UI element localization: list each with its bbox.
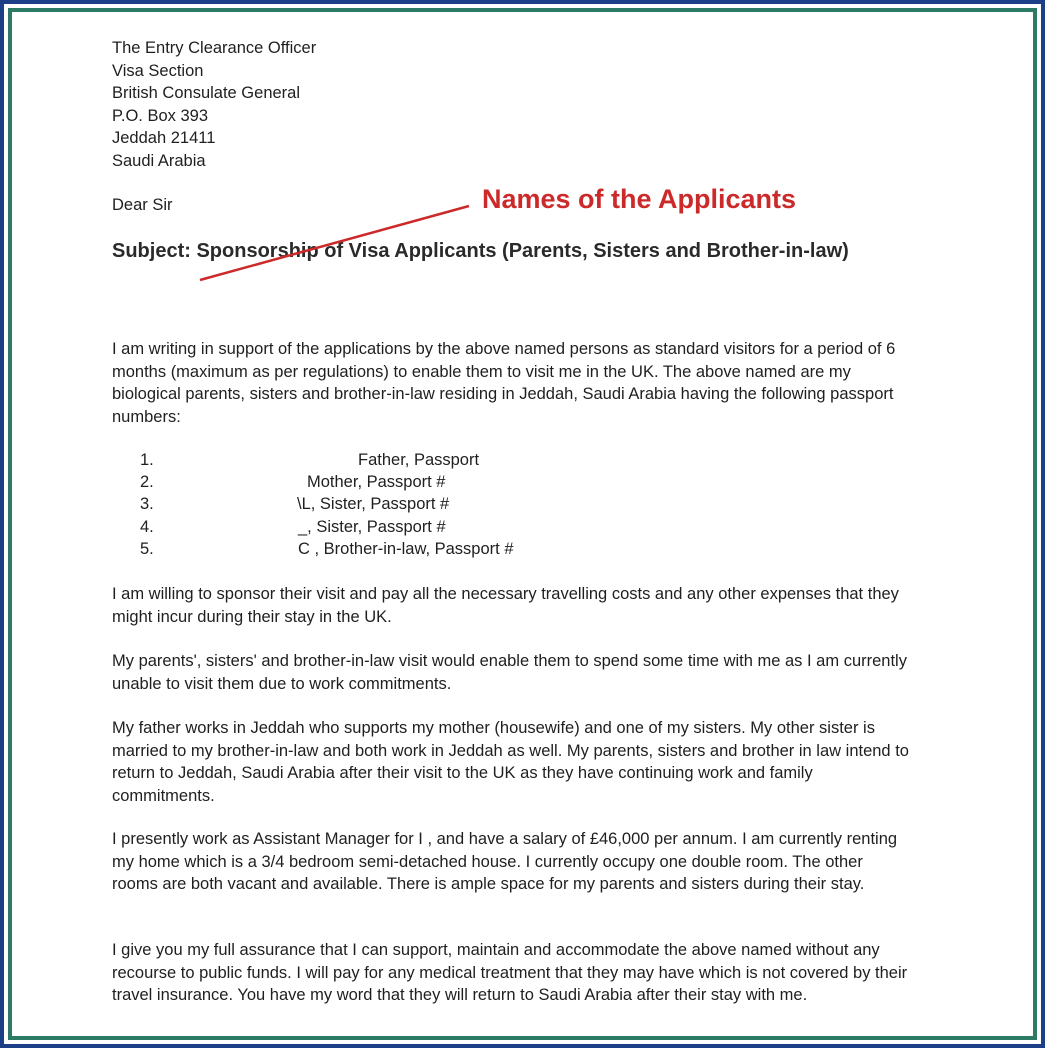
- address-line: Visa Section: [112, 61, 204, 80]
- list-number: 2.: [140, 473, 154, 492]
- paragraph-employment: I presently work as Assistant Manager for I , and have a salary of £46,000 per annum. I am currently renting my home which is a 3/4 bedroom semi-detached house. I currently occupy one double room. The other rooms are both vacant and available. There is ample space for my parents and sisters during their stay.: [112, 830, 898, 893]
- paragraph-reason: My parents', sisters' and brother-in-law visit would enable them to spend some time with me as I am currently unable to visit them due to work commitments.: [112, 652, 907, 693]
- subject-line: Subject: Sponsorship of Visa Applicants (Parents, Sisters and Brother-in-law): [112, 240, 849, 262]
- paragraph-intro: I am writing in support of the applications by the above named persons as standard visitors for a period of 6 months (maximum as per regulations) to enable them to visit me in the UK. The above named are my biological parents, sisters and brother-in-law residing in Jeddah, Saudi Arabia having the following passport numbers:: [112, 340, 896, 426]
- paragraph-ties: My father works in Jeddah who supports my mother (housewife) and one of my sisters. My other sister is married to my brother-in-law and both work in Jeddah as well. My parents, sisters and brother in law intend to return to Jeddah, Saudi Arabia after their visit to the UK as they have continuing work and family commitments.: [112, 719, 909, 805]
- list-text: _, Sister, Passport #: [298, 517, 446, 536]
- list-number: 5.: [140, 539, 154, 558]
- address-line: British Consulate General: [112, 84, 301, 102]
- list-item: [140, 449, 514, 471]
- annotation-label: Names of the Applicants: [482, 184, 797, 214]
- annotation-arrow-line: [12, 12, 1033, 332]
- address-line: P.O. Box 393: [112, 106, 209, 125]
- list-text: Mother, Passport #: [307, 473, 446, 492]
- list-number: 3.: [140, 495, 154, 514]
- list-item: [140, 516, 514, 538]
- passport-list: [140, 449, 514, 560]
- list-text: Father, Passport: [358, 451, 480, 469]
- list-item: [140, 471, 514, 493]
- paragraph-assurance: I give you my full assurance that I can support, maintain and accommodate the above named without any recourse to public funds. I will pay for any medical treatment that they may have which is not covered by their travel insurance. You have my word that they will return to Saudi Arabia after their stay with me.: [112, 941, 908, 1004]
- list-item: [140, 493, 514, 515]
- list-text: \L, Sister, Passport #: [297, 495, 450, 514]
- paragraph-sponsor: I am willing to sponsor their visit and pay all the necessary travelling costs and any other expenses that they might incur during their stay in the UK.: [112, 585, 899, 626]
- list-number: 4.: [140, 517, 154, 536]
- letter-page: [12, 12, 1033, 1036]
- list-text: C , Brother-in-law, Passport #: [298, 539, 514, 558]
- address-line: Saudi Arabia: [112, 151, 206, 170]
- list-item: [140, 538, 514, 560]
- address-line: The Entry Clearance Officer: [112, 39, 317, 57]
- address-line: Jeddah 21411: [112, 129, 216, 147]
- salutation: Dear Sir: [112, 196, 173, 214]
- list-number: 1.: [140, 451, 154, 469]
